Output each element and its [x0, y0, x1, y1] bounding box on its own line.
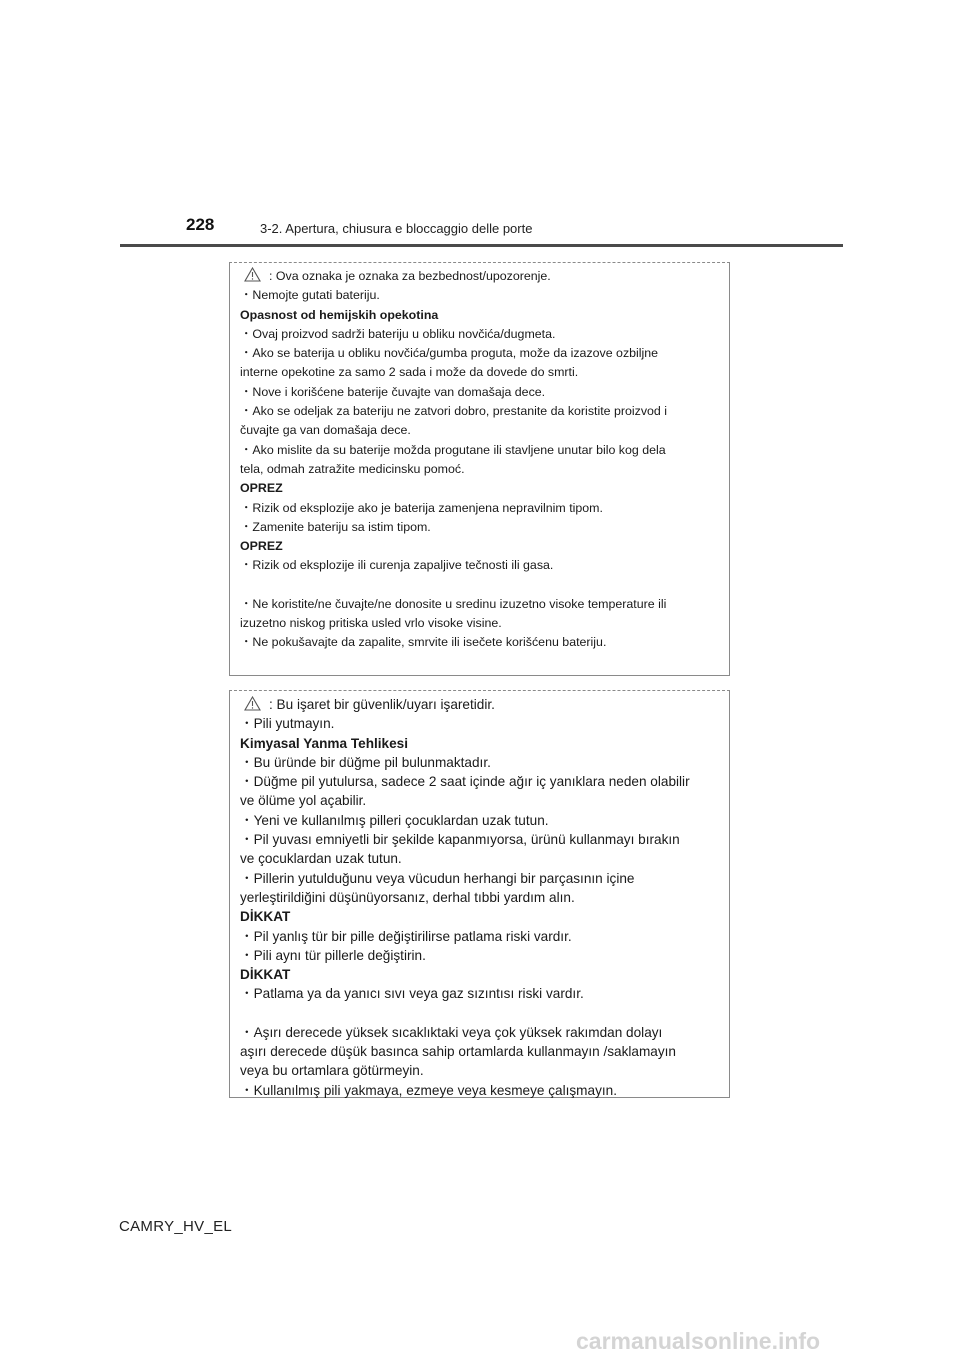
- watermark: carmanualsonline.info: [576, 1328, 821, 1354]
- warning-box-turkish: [229, 690, 730, 1098]
- text-line: ・Ako se baterija u obliku novčića/gumba proguta, može da izazove ozbiljne: [240, 346, 659, 361]
- text-line: ・Ovaj proizvod sadrži bateriju u obliku novčića/dugmeta.: [240, 326, 556, 341]
- text-line: ve ölüme yol açabilir.: [240, 793, 367, 809]
- text-line: aşırı derecede düşük basınca sahip ortamlarda kullanmayın /saklamayın: [240, 1044, 676, 1060]
- text-line: yerleştirildiğini düşünüyorsanız, derhal tıbbi yardım alın.: [240, 889, 575, 905]
- caption-text: : Ova oznaka je oznaka za bezbednost/upozorenje.: [269, 269, 551, 283]
- text-line: ・Patlama ya da yanıcı sıvı veya gaz sızıntısı riski vardır.: [240, 986, 584, 1002]
- text-line: ・Pil yanlış tür bir pille değiştirilirse patlama riski vardır.: [240, 928, 572, 944]
- text-line: ・Düğme pil yutulursa, sadece 2 saat içinde ağır iç yanıklara neden olabilir: [240, 774, 690, 790]
- warning-triangle-icon: [244, 696, 261, 711]
- text-line: ・Kullanılmış pili yakmaya, ezmeye veya kesmeye çalışmayın.: [240, 1082, 617, 1098]
- subheading: Opasnost od hemijskih opekotina: [240, 307, 439, 322]
- page-number: 228: [186, 215, 215, 234]
- text-line: ve çocuklardan uzak tutun.: [240, 851, 402, 867]
- text-line: ・Nove i korišćene baterije čuvajte van domašaja dece.: [240, 384, 546, 399]
- spacer: [240, 1004, 719, 1023]
- text-line: veya bu ortamlara götürmeyin.: [240, 1063, 424, 1079]
- text-line: ・Yeni ve kullanılmış pilleri çocuklardan uzak tutun.: [240, 812, 549, 828]
- text-line: ・Ne pokušavajte da zapalite, smrvite ili isečete korišćenu bateriju.: [240, 635, 607, 650]
- spacer: [240, 576, 719, 595]
- header-rule: [120, 244, 843, 247]
- text-line: ・Aşırı derecede yüksek sıcaklıktaki veya çok yüksek rakımdan dolayı: [240, 1024, 663, 1040]
- text-line: ・Ako mislite da su baterije možda progutane ili stavljene unutar bilo kog dela: [240, 442, 666, 457]
- warning-caption: [240, 267, 719, 286]
- text-line: ・Zamenite bateriju sa istim tipom.: [240, 519, 431, 534]
- text-line: tela, odmah zatražite medicinsku pomoć.: [240, 461, 465, 476]
- text-line: ・Pili yutmayın.: [240, 716, 335, 732]
- text-line: čuvajte ga van domašaja dece.: [240, 423, 411, 438]
- text-line: ・Ne koristite/ne čuvajte/ne donosite u sredinu izuzetno visoke temperature ili: [240, 596, 667, 611]
- text-line: ・Bu üründe bir düğme pil bulunmaktadır.: [240, 754, 491, 770]
- subheading: DİKKAT: [240, 909, 291, 925]
- text-line: ・Rizik od eksplozije ili curenja zapaljive tečnosti ili gasa.: [240, 558, 554, 573]
- subheading: Kimyasal Yanma Tehlikesi: [240, 735, 409, 751]
- text-line: interne opekotine za samo 2 sada i može da dovede do smrti.: [240, 365, 579, 380]
- subheading: OPREZ: [240, 481, 283, 496]
- warning-triangle-icon: [244, 267, 261, 282]
- model-code: CAMRY_HV_EL: [119, 1218, 233, 1235]
- text-line: ・Nemojte gutati bateriju.: [240, 288, 380, 303]
- text-line: ・Pillerin yutulduğunu veya vücudun herhangi bir parçasının içine: [240, 870, 635, 886]
- text-line: izuzetno niskog pritiska usled vrlo visoke visine.: [240, 616, 502, 631]
- text-line: ・Ako se odeljak za bateriju ne zatvori dobro, prestanite da koristite proizvod i: [240, 404, 668, 419]
- caption-text: : Bu işaret bir güvenlik/uyarı işaretidir.: [269, 697, 495, 712]
- subheading: DİKKAT: [240, 967, 291, 983]
- text-line: ・Pil yuvası emniyetli bir şekilde kapanmıyorsa, ürünü kullanmayı bırakın: [240, 832, 680, 848]
- warning-caption: [240, 695, 719, 714]
- warning-box-serbian: [229, 262, 730, 676]
- section-title: 3-2. Apertura, chiusura e bloccaggio delle porte: [260, 221, 533, 236]
- text-line: ・Pili aynı tür pillerle değiştirin.: [240, 947, 426, 963]
- subheading: OPREZ: [240, 539, 283, 554]
- text-line: ・Rizik od eksplozije ako je baterija zamenjena nepravilnim tipom.: [240, 500, 603, 515]
